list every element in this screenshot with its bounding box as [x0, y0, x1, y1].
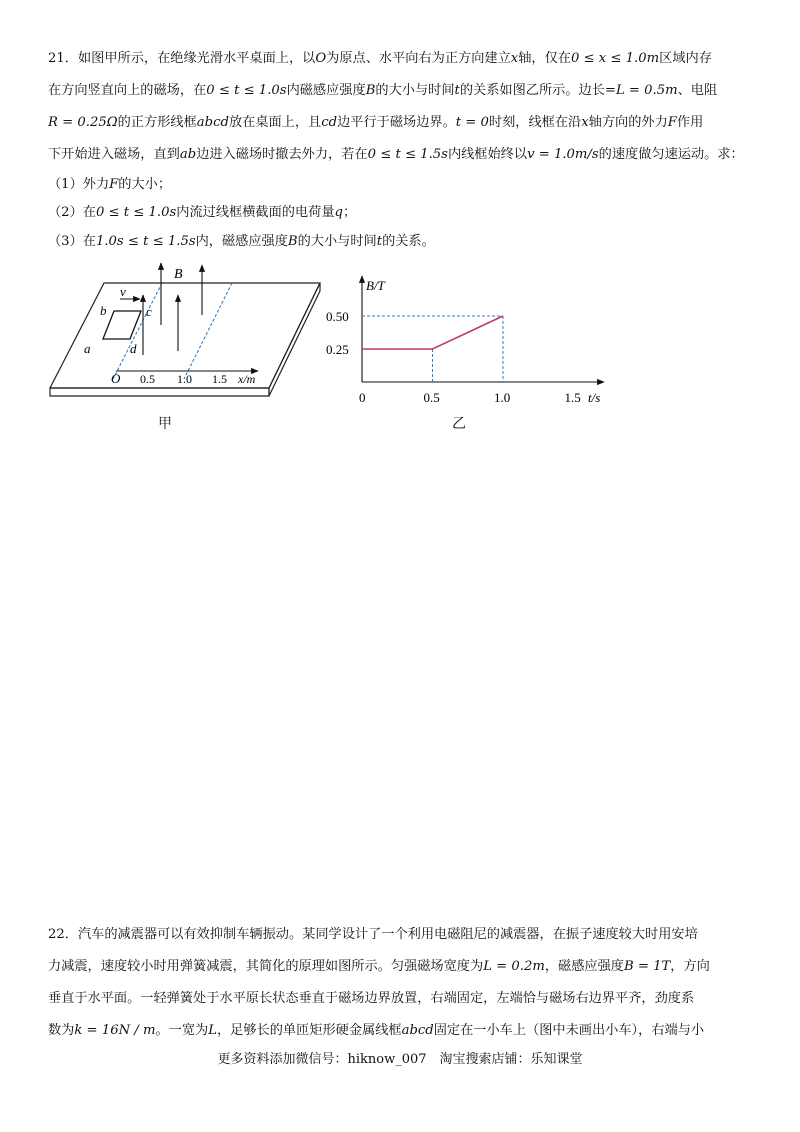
label-b: b: [100, 303, 107, 318]
q21-sub-3: （3）在1.0s ≤ t ≤ 1.5s内，磁感应强度B的大小与时间t的关系。: [48, 234, 435, 249]
label-d: d: [130, 341, 137, 356]
y-tick-0.50: 0.50: [326, 309, 349, 324]
y-tick-0.25: 0.25: [326, 342, 349, 357]
q21-line-2: 在方向竖直向上的磁场，在0 ≤ t ≤ 1.0s内磁感应强度B的大小与时间t的关系如图乙所示。边长=L = 0.5m、电阻: [48, 83, 718, 98]
table-front: [50, 388, 269, 396]
x-tick-0.5: 0.5: [423, 390, 440, 405]
label-v: v: [120, 284, 126, 299]
q21-sub-2: （2）在0 ≤ t ≤ 1.0s内流过线框横截面的电荷量q；: [48, 205, 357, 220]
tick-1.0: 1.0: [177, 372, 192, 386]
q21-line-1: 21．如图甲所示，在绝缘光滑水平桌面上，以O为原点、水平向右为正方向建立x轴，仅在0 ≤ x ≤ 1.0m区域内存: [48, 51, 712, 66]
label-B: B: [174, 267, 183, 282]
x-tick-0: 0: [359, 390, 366, 405]
label-a: a: [84, 341, 91, 356]
q22-line-1: 22．汽车的减震器可以有效抑制车辆振动。某同学设计了一个利用电磁阻尼的减震器，在振子速度较大时用安培: [48, 927, 698, 942]
q22-line-4: 数为k = 16N / m。一宽为L，足够长的单匝矩形硬金属线框abcd固定在一小车上（图中未画出小车），右端与小: [48, 1023, 705, 1038]
q21-line-4: 下开始进入磁场，直到ab边进入磁场时撤去外力，若在0 ≤ t ≤ 1.5s内线框始终以v = 1.0m/s的速度做匀速运动。求：: [48, 147, 744, 162]
q21-sub-1: （1）外力F的大小；: [48, 177, 172, 192]
figure-jia: [40, 255, 340, 435]
graph-x-label: t/s: [588, 390, 601, 405]
caption-jia: 甲: [158, 416, 172, 432]
q22-line-3: 垂直于水平面。一轻弹簧处于水平原长状态垂直于磁场边界放置，右端固定，左端恰与磁场右边界平齐，劲度系: [48, 991, 695, 1006]
x-axis-label: x/m: [238, 372, 256, 386]
page-footer: 更多资料添加微信号：hiknow_007 淘宝搜索店铺：乐知课堂: [217, 1052, 583, 1067]
figure-yi-graph: [320, 268, 620, 418]
tick-1.5: 1.5: [212, 372, 227, 386]
tick-0.5: 0.5: [140, 372, 155, 386]
caption-yi: 乙: [452, 416, 466, 432]
q22-line-2: 力减震，速度较小时用弹簧减震，其简化的原理如图所示。匀强磁场宽度为L = 0.2m，磁感应强度B = 1T，方向: [48, 959, 710, 974]
label-c: c: [146, 304, 152, 319]
x-tick-1.0: 1.0: [494, 390, 511, 405]
wire-frame-abcd: [103, 311, 141, 339]
q21-line-3: R = 0.25Ω的正方形线框abcd放在桌面上，且cd边平行于磁场边界。t = 0时刻，线框在沿x轴方向的外力F作用: [48, 115, 704, 130]
graph-y-label: B/T: [366, 278, 385, 293]
table-side: [269, 283, 320, 396]
label-O: O: [111, 371, 121, 386]
series-line-B: [362, 316, 503, 349]
field-boundary-right: [184, 283, 232, 379]
x-tick-1.5: 1.5: [564, 390, 581, 405]
